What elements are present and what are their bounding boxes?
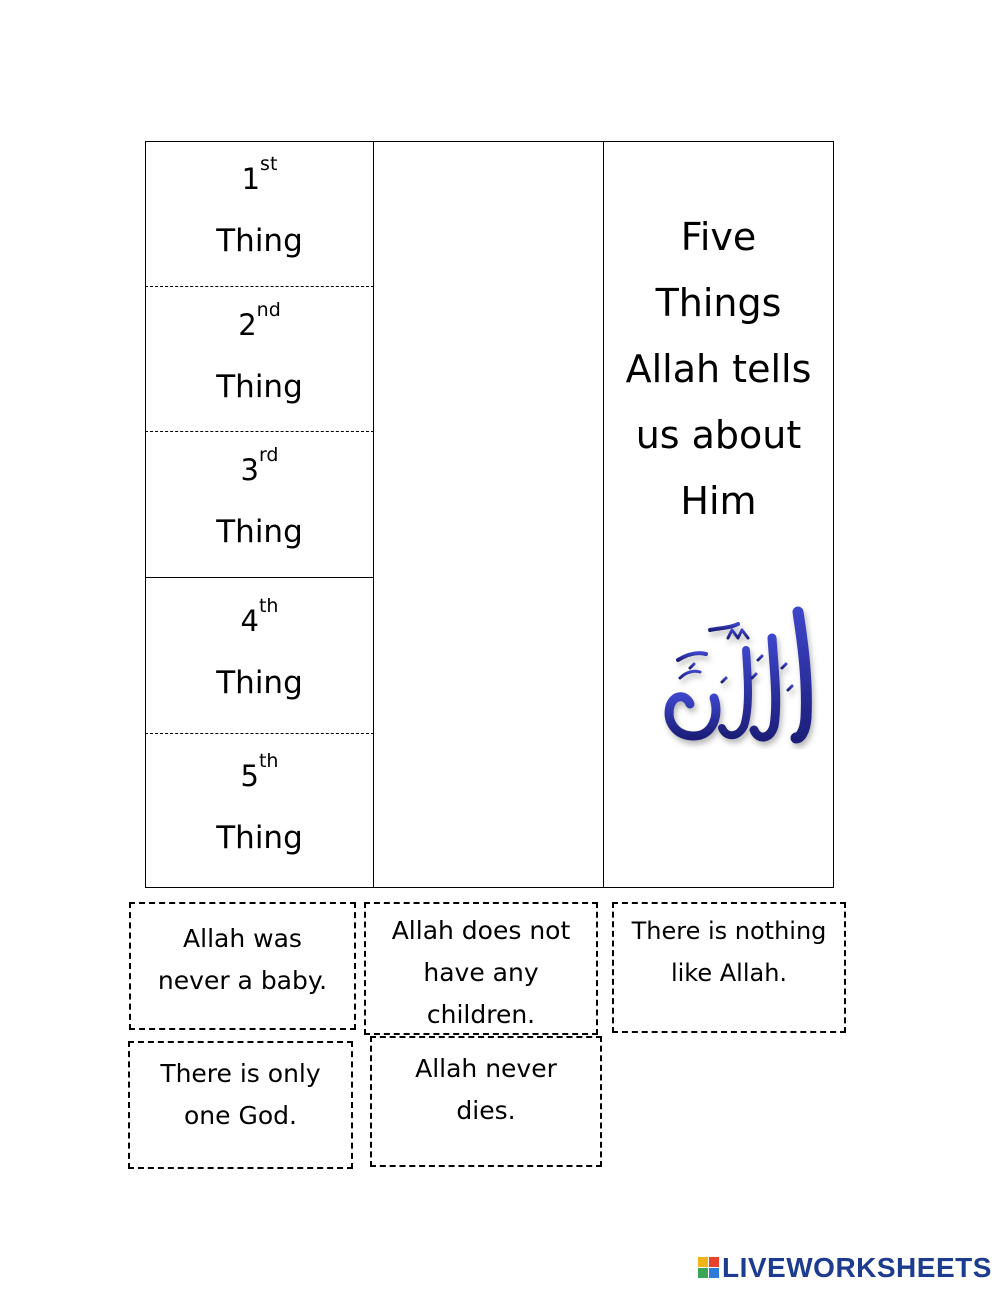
title-panel: [603, 141, 834, 888]
card-text-line: dies.: [456, 1096, 516, 1125]
thing-slot-1: [145, 141, 374, 287]
answer-card-3[interactable]: [612, 902, 846, 1033]
thing-label: Thing: [216, 819, 303, 856]
logo-text: LIVEWORKSHEETS: [722, 1252, 992, 1283]
thing-ordinal-suffix: th: [258, 749, 279, 772]
thing-ordinal-suffix: rd: [258, 443, 279, 466]
thing-label: Thing: [216, 223, 303, 259]
logo-square: [709, 1268, 719, 1278]
thing-label: Thing: [216, 513, 303, 550]
card-text-line: one God.: [184, 1101, 297, 1130]
thing-slot-5: [145, 734, 374, 887]
liveworksheets-logo: [698, 1252, 992, 1284]
answer-card-4[interactable]: [128, 1041, 353, 1169]
logo-square: [698, 1268, 708, 1278]
title-line: Him: [680, 479, 757, 523]
card-text-line: like Allah.: [670, 959, 788, 987]
card-text-line: Allah was: [183, 924, 302, 953]
thing-slot-3: [145, 432, 374, 577]
card-text-line: There is only: [160, 1059, 321, 1088]
card-text-line: Allah never: [415, 1054, 557, 1083]
thing-label: Thing: [216, 368, 303, 405]
thing-slot-2: [145, 287, 374, 432]
thing-label: Thing: [216, 664, 303, 701]
thing-ordinal-suffix: st: [260, 153, 278, 175]
card-text-line: There is nothing: [631, 917, 827, 945]
logo-square: [709, 1257, 719, 1267]
table-bottom-border: [145, 887, 374, 888]
thing-number: 4: [240, 603, 259, 638]
thing-number: 2: [238, 307, 257, 342]
title-line: Things: [655, 281, 782, 325]
title-line: us about: [635, 413, 802, 457]
card-text-line: children.: [426, 1000, 536, 1029]
thing-number: 5: [240, 758, 259, 793]
logo-square: [698, 1257, 708, 1267]
card-text-line: Allah does not: [391, 916, 571, 945]
allah-calligraphy-image: [650, 598, 820, 750]
title-line: Five: [680, 215, 757, 259]
thing-ordinal-suffix: th: [258, 594, 279, 617]
liveworksheets-mark-icon: [698, 1257, 720, 1279]
card-text-line: have any: [423, 958, 539, 987]
card-text-line: never a baby.: [157, 966, 328, 995]
thing-number: 1: [241, 162, 261, 196]
thing-number: 3: [240, 452, 259, 487]
worksheet-title: [604, 204, 833, 534]
answer-card-2[interactable]: [364, 902, 598, 1035]
title-line: Allah tells: [625, 347, 812, 391]
thing-ordinal-suffix: nd: [256, 298, 281, 321]
answer-card-1[interactable]: [129, 902, 356, 1030]
thing-slot-4: [145, 578, 374, 733]
answer-card-5[interactable]: [370, 1036, 602, 1167]
answer-drop-column[interactable]: [373, 141, 604, 888]
